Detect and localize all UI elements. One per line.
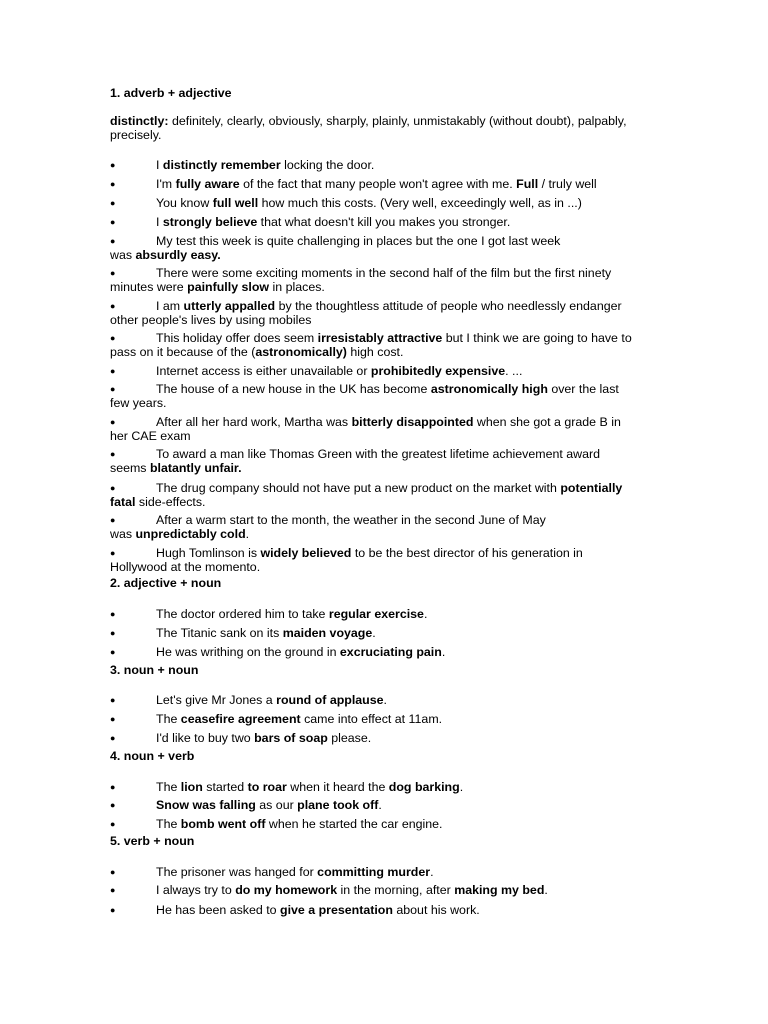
list-item-text	[110, 607, 670, 621]
bullet-icon: ●	[110, 483, 116, 493]
list-item-text-continued	[110, 345, 670, 359]
list-item-text	[110, 883, 670, 897]
bold-text: widely believed	[260, 546, 352, 560]
text-run: few years.	[110, 396, 167, 410]
bold-text: irresistably attractive	[317, 331, 443, 345]
bullet-icon: ●	[110, 268, 116, 278]
list-item	[110, 693, 670, 707]
bullet-icon: ●	[110, 867, 116, 877]
bold-text: Full	[516, 177, 539, 191]
bold-text: round of applause	[276, 693, 384, 707]
text-run: .	[430, 865, 434, 879]
list-item-text	[110, 331, 670, 345]
bullet-icon: ●	[110, 366, 116, 376]
list-item	[110, 780, 670, 794]
bullet-icon: ●	[110, 198, 116, 208]
list-item-text	[110, 196, 670, 210]
list-item	[110, 234, 670, 262]
section-heading: 4. noun + verb	[110, 749, 195, 763]
bold-text: do my homework	[235, 883, 338, 897]
text-run: in places.	[269, 280, 325, 294]
text-run: when he started the car engine.	[265, 817, 443, 831]
bullet-icon: ●	[110, 647, 116, 657]
bold-text: Snow was falling	[156, 798, 256, 812]
text-run: Let's give Mr Jones a	[156, 693, 277, 707]
text-run: / truly well	[538, 177, 597, 191]
list-item	[110, 645, 670, 659]
list-item-text	[110, 299, 670, 313]
text-run: My test this week is quite challenging in places but the one I got last week	[156, 234, 561, 248]
bold-text: regular exercise	[328, 607, 424, 621]
list-item	[110, 883, 670, 897]
list-item	[110, 196, 670, 210]
text-run: started	[202, 780, 248, 794]
list-item	[110, 447, 670, 475]
bold-text: distinctly remember	[162, 158, 281, 172]
list-item	[110, 177, 670, 191]
bold-text: astronomically)	[255, 345, 347, 359]
bold-text: bitterly disappointed	[351, 415, 474, 429]
bold-text: fatal	[110, 495, 136, 509]
text-run: .	[423, 607, 428, 621]
text-run: but I think we are going to have to	[442, 331, 632, 345]
list-item-text	[110, 177, 670, 191]
text-run: After all her hard work, Martha was	[156, 415, 352, 429]
bold-text: unpredictably cold	[135, 527, 246, 541]
bold-text: plane took off	[297, 798, 379, 812]
text-run: You know	[156, 196, 213, 210]
text-run: I'd like to buy two	[156, 731, 255, 745]
text-run: when it heard the	[286, 780, 389, 794]
list-item	[110, 415, 670, 443]
text-run: The	[156, 712, 181, 726]
text-run: .	[441, 645, 446, 659]
definition-text: definitely, clearly, obviously, sharply, plainly, unmistakably (without doubt), palpably,	[168, 114, 627, 128]
bullet-icon: ●	[110, 179, 116, 189]
list-item-text-continued	[110, 313, 670, 327]
list-item	[110, 364, 670, 378]
list-item-text	[110, 798, 670, 812]
definition-term: distinctly:	[110, 114, 169, 128]
list-item	[110, 331, 670, 359]
text-run: I am	[156, 299, 184, 313]
list-item-text	[110, 645, 670, 659]
list-item-text	[110, 481, 670, 495]
list-item-text-continued	[110, 527, 670, 541]
bold-text: fully aware	[175, 177, 240, 191]
text-run: Internet access is either unavailable or	[156, 364, 371, 378]
bullet-icon: ●	[110, 333, 116, 343]
list-item	[110, 626, 670, 640]
section-heading: 5. verb + noun	[110, 834, 195, 848]
list-item-text	[110, 382, 670, 396]
text-run: I always try to	[156, 883, 236, 897]
list-item-text	[110, 865, 670, 879]
bullet-icon: ●	[110, 819, 116, 829]
list-item-text	[110, 780, 670, 794]
text-run: The Titanic sank on its	[156, 626, 283, 640]
list-item-text	[110, 903, 670, 917]
bold-text: to roar	[247, 780, 287, 794]
list-item	[110, 865, 670, 879]
list-item-text-continued	[110, 495, 670, 509]
list-item-text	[110, 158, 670, 172]
bold-text: ceasefire agreement	[180, 712, 301, 726]
section-heading: 2. adjective + noun	[110, 576, 222, 590]
list-item	[110, 382, 670, 410]
bold-text: utterly appalled	[183, 299, 276, 313]
bullet-icon: ●	[110, 885, 116, 895]
text-run: The house of a new house in the UK has become	[156, 382, 431, 396]
list-item-text	[110, 546, 670, 560]
bullet-icon: ●	[110, 384, 116, 394]
bullet-icon: ●	[110, 417, 116, 427]
bold-text: lion	[180, 780, 203, 794]
list-item-text	[110, 234, 670, 248]
list-item-text	[110, 215, 670, 229]
list-item-text	[110, 817, 670, 831]
bold-text: full well	[212, 196, 259, 210]
text-run: .	[544, 883, 548, 897]
text-run: There were some exciting moments in the second half of the film but the first ninety	[156, 266, 612, 280]
bold-text: prohibitedly expensive	[370, 364, 506, 378]
text-run: locking the door.	[280, 158, 375, 172]
text-run: that what doesn't kill you makes you stronger.	[257, 215, 511, 229]
bullet-icon: ●	[110, 160, 116, 170]
bold-text: potentially	[560, 481, 623, 495]
text-run: pass on it because of the (	[110, 345, 256, 359]
text-run: To award a man like Thomas Green with the greatest lifetime achievement award	[156, 447, 600, 461]
text-run: was	[110, 248, 136, 262]
text-run: when she got a grade B in	[473, 415, 621, 429]
list-item-text	[110, 415, 670, 429]
list-item	[110, 546, 670, 574]
bold-text: excruciating pain	[339, 645, 442, 659]
bold-text: absurdly easy.	[135, 248, 221, 262]
text-run: The prisoner was hanged for	[156, 865, 318, 879]
bold-text: making my bed	[454, 883, 545, 897]
text-run: about his work.	[392, 903, 480, 917]
text-run: After a warm start to the month, the weather in the second June of May	[156, 513, 546, 527]
text-run: .	[378, 798, 382, 812]
text-run: I	[156, 158, 163, 172]
list-item-text-continued	[110, 280, 670, 294]
bold-text: maiden voyage	[282, 626, 373, 640]
text-run: Hugh Tomlinson is	[156, 546, 261, 560]
bold-text: astronomically high	[430, 382, 548, 396]
list-item-text	[110, 731, 670, 745]
list-item-text-continued	[110, 560, 670, 574]
text-run: I	[156, 215, 163, 229]
text-run: by the thoughtless attitude of people who needlessly endanger	[275, 299, 622, 313]
text-run: to be the best director of his generation in	[351, 546, 583, 560]
list-item	[110, 903, 670, 917]
bullet-icon: ●	[110, 733, 116, 743]
text-run: over the last	[547, 382, 619, 396]
text-run: The drug company should not have put a new product on the market with	[156, 481, 561, 495]
text-run: seems	[110, 461, 150, 475]
bullet-icon: ●	[110, 217, 116, 227]
bold-text: blatantly unfair.	[149, 461, 242, 475]
bullet-icon: ●	[110, 800, 116, 810]
text-run: This holiday offer does seem	[156, 331, 318, 345]
bullet-icon: ●	[110, 515, 116, 525]
list-item	[110, 215, 670, 229]
text-run: as our	[255, 798, 298, 812]
list-item-text	[110, 447, 670, 461]
bold-text: bomb went off	[180, 817, 266, 831]
bullet-icon: ●	[110, 236, 116, 246]
text-run: other people's lives by using mobiles	[110, 313, 312, 327]
text-run: in the morning, after	[337, 883, 455, 897]
text-run: Hollywood at the momento.	[110, 560, 261, 574]
text-run: .	[383, 693, 387, 707]
text-run: .	[372, 626, 376, 640]
text-run: her CAE exam	[110, 429, 191, 443]
list-item-text	[110, 693, 670, 707]
list-item	[110, 158, 670, 172]
bullet-icon: ●	[110, 449, 116, 459]
bold-text: strongly believe	[162, 215, 258, 229]
list-item	[110, 513, 670, 541]
list-item-text-continued	[110, 429, 670, 443]
bold-text: dog barking	[388, 780, 460, 794]
list-item	[110, 266, 670, 294]
section-heading: 1. adverb + adjective	[110, 86, 232, 100]
text-run: came into effect at 11am.	[300, 712, 443, 726]
text-run: I'm	[156, 177, 176, 191]
definition-text-continued: precisely.	[110, 128, 162, 142]
text-run: .	[245, 527, 250, 541]
definition	[110, 114, 670, 142]
text-run: minutes were	[110, 280, 188, 294]
text-run: . ...	[505, 364, 523, 378]
text-run: .	[459, 780, 464, 794]
list-item	[110, 607, 670, 621]
list-item-text-continued	[110, 248, 670, 262]
bullet-icon: ●	[110, 905, 116, 915]
text-run: The	[156, 780, 181, 794]
text-run: of the fact that many people won't agree with me.	[239, 177, 517, 191]
section-heading: 3. noun + noun	[110, 663, 199, 677]
bullet-icon: ●	[110, 301, 116, 311]
bullet-icon: ●	[110, 695, 116, 705]
list-item-text	[110, 712, 670, 726]
list-item	[110, 798, 670, 812]
text-run: He has been asked to	[156, 903, 280, 917]
bold-text: committing murder	[317, 865, 431, 879]
list-item	[110, 731, 670, 745]
text-run: please.	[327, 731, 372, 745]
list-item-text-continued	[110, 461, 670, 475]
list-item-text	[110, 626, 670, 640]
text-run: The	[156, 817, 181, 831]
bold-text: bars of soap	[254, 731, 328, 745]
text-run: He was writhing on the ground in	[156, 645, 340, 659]
bullet-icon: ●	[110, 609, 116, 619]
text-run: side-effects.	[135, 495, 206, 509]
list-item-text-continued	[110, 396, 670, 410]
list-item	[110, 817, 670, 831]
list-item	[110, 299, 670, 327]
text-run: The doctor ordered him to take	[156, 607, 329, 621]
list-item-text	[110, 513, 670, 527]
bullet-icon: ●	[110, 714, 116, 724]
text-run: high cost.	[346, 345, 404, 359]
text-run: how much this costs. (Very well, exceedingly well, as in ...)	[258, 196, 582, 210]
bold-text: painfully slow	[187, 280, 270, 294]
bullet-icon: ●	[110, 628, 116, 638]
list-item	[110, 481, 670, 509]
list-item-text	[110, 364, 670, 378]
bullet-icon: ●	[110, 782, 116, 792]
text-run: was	[110, 527, 136, 541]
bold-text: give a presentation	[280, 903, 393, 917]
list-item	[110, 712, 670, 726]
list-item-text	[110, 266, 670, 280]
bullet-icon: ●	[110, 548, 116, 558]
